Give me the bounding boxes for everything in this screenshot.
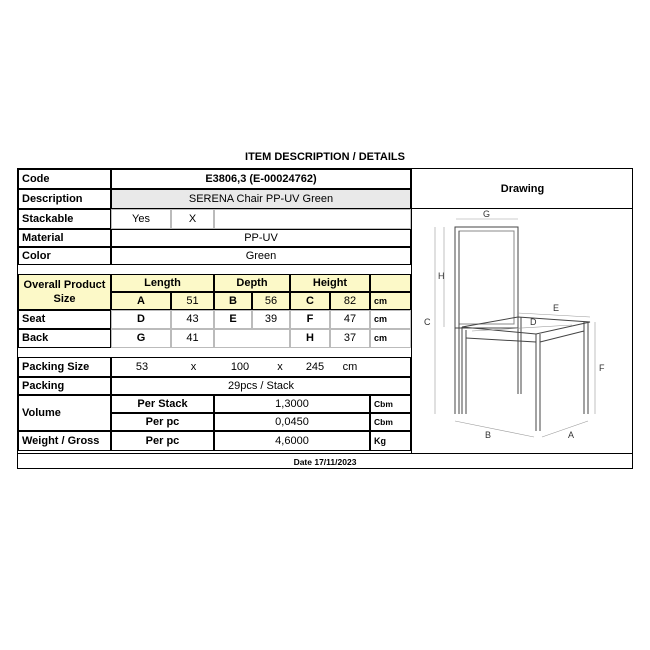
volume-per-pc-value: 0,0450 (214, 413, 370, 431)
description-value: SERENA Chair PP-UV Green (111, 189, 411, 209)
back-label: Back (18, 329, 111, 348)
overall-unit: cm (370, 292, 411, 310)
drawing-label-e: E (553, 303, 560, 313)
back-empty (214, 329, 290, 348)
chair-outline (455, 227, 590, 431)
stackable-no-mark: X (171, 209, 214, 229)
stackable-empty (214, 209, 411, 229)
date-footer: Date 17/11/2023 (18, 453, 632, 469)
overall-value-b: 56 (252, 292, 290, 310)
overall-letter-a: A (111, 292, 171, 310)
volume-per-stack-label: Per Stack (111, 395, 214, 413)
color-value: Green (111, 247, 411, 265)
chair-backrest-inner (459, 231, 514, 324)
stackable-label: Stackable (18, 209, 111, 229)
volume-label: Volume (18, 395, 111, 431)
length-header: Length (111, 274, 214, 292)
document-title: ITEM DESCRIPTION / DETAILS (245, 151, 405, 163)
drawing-label-b: B (485, 430, 492, 440)
overall-letter-c: C (290, 292, 330, 310)
back-value-h: 37 (330, 329, 370, 348)
back-unit: cm (370, 329, 411, 348)
overall-value-c: 82 (330, 292, 370, 310)
packing-size-label: Packing Size (18, 357, 111, 377)
volume-per-pc-label: Per pc (111, 413, 214, 431)
chair-seat (462, 317, 590, 334)
drawing-label-d: D (530, 317, 537, 327)
overall-value-a: 51 (171, 292, 214, 310)
packing-height: 245 (305, 360, 325, 373)
packing-x1: x (190, 360, 197, 373)
code-label: Code (18, 169, 111, 189)
packing-label: Packing (18, 377, 111, 395)
packing-size-values (111, 357, 411, 377)
unit-header-empty (370, 274, 411, 292)
volume-per-stack-unit: Cbm (370, 395, 411, 413)
spec-sheet (17, 168, 633, 469)
description-label: Description (18, 189, 111, 209)
color-label: Color (18, 247, 111, 265)
material-label: Material (18, 229, 111, 247)
weight-per-pc-label: Per pc (111, 431, 214, 451)
packing-unit: cm (342, 360, 358, 373)
back-value-g: 41 (171, 329, 214, 348)
drawing-header: Drawing (412, 169, 633, 209)
weight-unit: Kg (370, 431, 411, 451)
drawing-label-g: G (483, 209, 491, 219)
seat-value-e: 39 (252, 310, 290, 329)
chair-drawing (412, 209, 633, 453)
chair-backrest (455, 227, 518, 328)
volume-per-pc-unit: Cbm (370, 413, 411, 431)
volume-per-stack-value: 1,3000 (214, 395, 370, 413)
seat-letter-f: F (290, 310, 330, 329)
back-letter-h: H (290, 329, 330, 348)
weight-label: Weight / Gross (18, 431, 111, 451)
drawing-label-h: H (438, 271, 445, 281)
seat-label: Seat (18, 310, 111, 329)
drawing-label-c: C (424, 317, 431, 327)
packing-x2: x (277, 360, 283, 373)
back-letter-g: G (111, 329, 171, 348)
packing-depth: 100 (230, 360, 250, 373)
seat-letter-e: E (214, 310, 252, 329)
packing-value: 29pcs / Stack (111, 377, 411, 395)
drawing-label-f: F (599, 363, 605, 373)
drawing-label-a: A (568, 430, 575, 440)
weight-value: 4,6000 (214, 431, 370, 451)
material-value: PP-UV (111, 229, 411, 247)
seat-value-d: 43 (171, 310, 214, 329)
packing-width: 53 (135, 360, 149, 373)
stackable-yes: Yes (111, 209, 171, 229)
seat-value-f: 47 (330, 310, 370, 329)
depth-header: Depth (214, 274, 290, 292)
overall-size-label: Overall Product Size (18, 274, 111, 310)
drawing-panel (411, 169, 633, 453)
code-value: E3806,3 (E-00024762) (111, 169, 411, 189)
overall-letter-b: B (214, 292, 252, 310)
height-header: Height (290, 274, 370, 292)
seat-unit: cm (370, 310, 411, 329)
seat-letter-d: D (111, 310, 171, 329)
